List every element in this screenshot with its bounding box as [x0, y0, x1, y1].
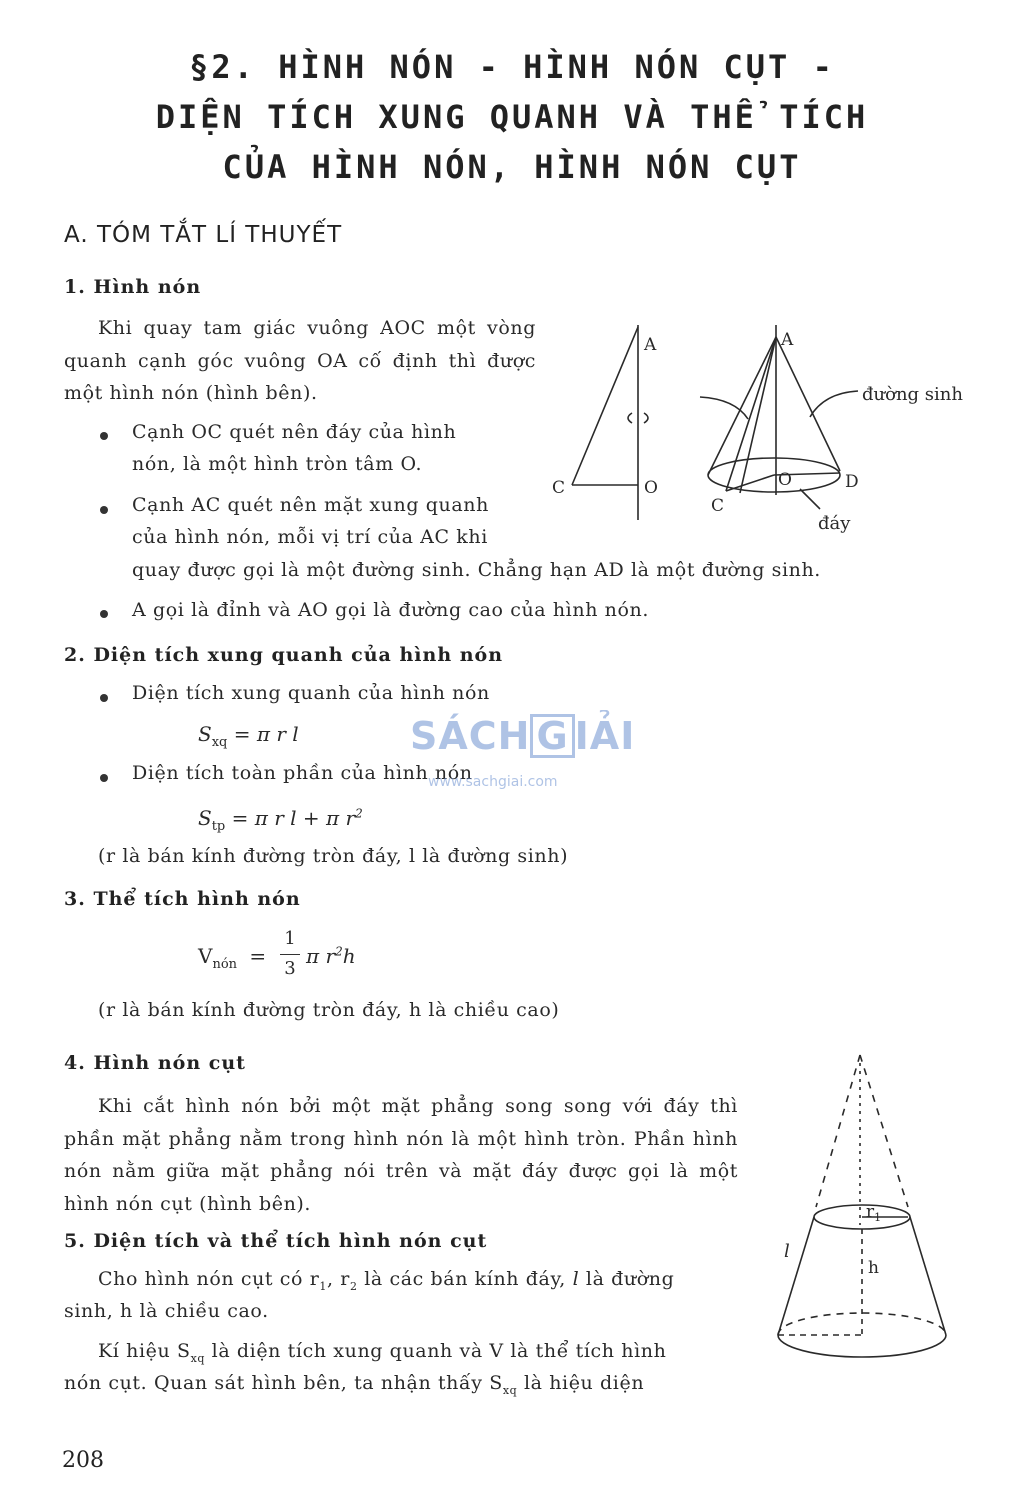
- cone-figure: [540, 315, 980, 545]
- formula-stp: $S_{tp} = \pi$ r l + π $r^2$: [198, 806, 363, 834]
- formula-v-non: $V_{nón}$ =: [198, 944, 267, 972]
- pointer-right: [810, 391, 858, 417]
- s1-b2-line2: của hình nón, mỗi vị trí của AC khi: [132, 526, 488, 548]
- bullet: [100, 506, 108, 514]
- title-line-1: §2. HÌNH NÓN - HÌNH NÓN CỤT -: [189, 48, 835, 86]
- fraction-denominator: 3: [284, 958, 296, 979]
- s5-heading: 5. Diện tích và thể tích hình nón cụt: [64, 1230, 488, 1252]
- s2-b2: Diện tích toàn phần của hình nón: [132, 762, 473, 784]
- bottom-front: [778, 1335, 946, 1357]
- s2-heading: 2. Diện tích xung quanh của hình nón: [64, 644, 504, 666]
- s3-note: (r là bán kính đường tròn đáy, h là chiều cao): [98, 999, 560, 1021]
- s4-para: Khi cắt hình nón bởi một mặt phẳng song song với đáy thì phần mặt phẳng nằm trong hình nón là một hình tròn. Phần hình nón nằm giữa mặt phẳng nói trên và mặt đáy được gọi là một hình nón cụt (hình bên).: [64, 1095, 738, 1215]
- s1-heading: 1. Hình nón: [64, 276, 202, 298]
- label-a: A: [781, 330, 794, 350]
- label-c: C: [552, 478, 566, 498]
- bullet: [100, 610, 108, 618]
- page-number: 208: [62, 1448, 104, 1473]
- s1-b2-line3: quay được gọi là một đường sinh. Chẳng hạn AD là một đường sinh.: [132, 559, 821, 581]
- s1-b2-line1: Cạnh AC quét nên mặt xung quanh: [132, 494, 489, 516]
- s3-heading: 3. Thể tích hình nón: [64, 888, 301, 910]
- triangle-hypotenuse: [572, 327, 638, 485]
- label-d: D: [845, 472, 859, 492]
- label-l: l: [784, 1241, 790, 1262]
- fraction-numerator: 1: [284, 928, 296, 949]
- s1-b1-line2: nón, là một hình tròn tâm O.: [132, 453, 423, 475]
- s5-p2-line1: Kí hiệu $S_{xq}$ là diện tích xung quanh và V là thể tích hình: [98, 1340, 667, 1365]
- s1-intro: Khi quay tam giác vuông AOC một vòng quanh cạnh góc vuông OA cố định thì được một hình nón (hình bên).: [64, 317, 536, 404]
- label-r1: $r_1$: [866, 1202, 882, 1224]
- pointer-base: [800, 489, 820, 509]
- label-a: A: [644, 335, 657, 355]
- label-duong-sinh: đường sinh: [862, 384, 963, 405]
- label-day: đáy: [818, 513, 851, 534]
- s2-b1: Diện tích xung quanh của hình nón: [132, 682, 490, 704]
- s5-p1-line1: Cho hình nón cụt có $r_1$, $r_2$ là các bán kính đáy, l là đường: [98, 1268, 675, 1293]
- s1-b3: A gọi là đỉnh và AO gọi là đường cao của hình nón.: [132, 599, 650, 621]
- formula-sxq: $S_{xq} = \pi$ r l: [198, 722, 299, 750]
- watermark-url: www.sachgiai.com: [428, 774, 558, 790]
- label-o: O: [778, 470, 792, 490]
- label-c: C: [711, 496, 725, 516]
- frustum-figure: [760, 1045, 980, 1385]
- s5-p1-line2: sinh, h là chiều cao.: [64, 1300, 269, 1322]
- bullet: [100, 694, 108, 702]
- bullet: [100, 432, 108, 440]
- slant-left: [778, 1217, 814, 1335]
- label-h: h: [868, 1258, 879, 1278]
- label-o: O: [644, 478, 658, 498]
- apex-dashed-left: [816, 1055, 860, 1207]
- s1-b1-line1: Cạnh OC quét nên đáy của hình: [132, 421, 457, 443]
- s4-heading: 4. Hình nón cụt: [64, 1052, 246, 1074]
- section-a-heading: A. TÓM TẮT LÍ THUYẾT: [64, 222, 343, 248]
- formula-v-rhs: π $r^2h$: [306, 944, 356, 968]
- s2-note: (r là bán kính đường tròn đáy, l là đường sinh): [98, 845, 569, 867]
- watermark-logo: SÁCH G IẢI: [410, 714, 636, 758]
- s5-p2-line2: nón cụt. Quan sát hình bên, ta nhận thấy $S_{xq}$ là hiệu diện: [64, 1372, 645, 1397]
- title-line-3: CỦA HÌNH NÓN, HÌNH NÓN CỤT: [222, 148, 802, 186]
- apex-dashed-right: [860, 1055, 908, 1207]
- fraction-bar: [280, 954, 300, 955]
- bullet: [100, 774, 108, 782]
- title-line-2: DIỆN TÍCH XUNG QUANH VÀ THỂ TÍCH: [155, 98, 869, 136]
